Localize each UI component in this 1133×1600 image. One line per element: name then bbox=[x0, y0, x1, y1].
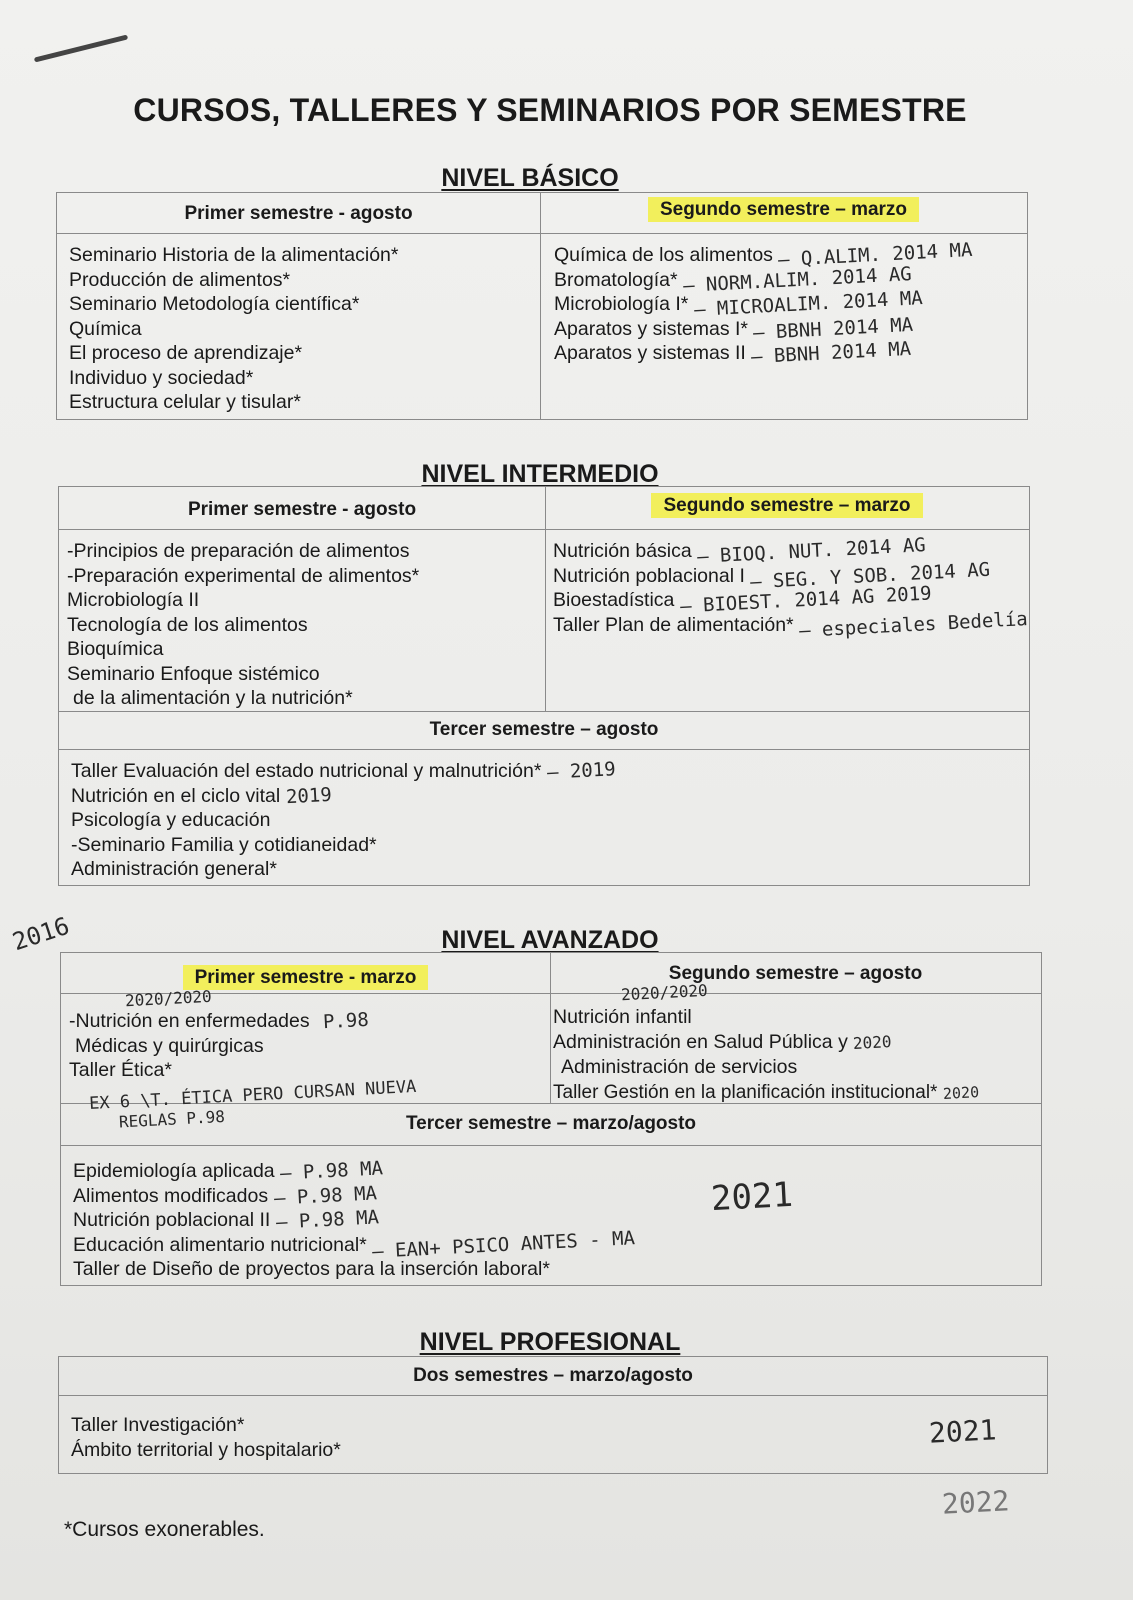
handwritten-note: 2021 bbox=[928, 1413, 998, 1450]
list-item: Bioestadística – BIOEST. 2014 AG 2019 bbox=[553, 582, 932, 618]
list-item: Administración en Salud Pública y 2020 bbox=[553, 1030, 979, 1056]
list-item: Taller Evaluación del estado nutricional y malnutrición* — 2019 bbox=[71, 758, 616, 784]
avanzado-right-header: Segundo semestre – agosto bbox=[668, 963, 923, 984]
pen-stroke-mark bbox=[34, 34, 128, 62]
handwritten-note: – SEG. Y SOB. 2014 AG bbox=[749, 558, 991, 593]
handwritten-note: 2020 bbox=[852, 1031, 893, 1053]
intermedio-left-list bbox=[67, 539, 419, 711]
handwritten-note: – BBNH 2014 MA bbox=[752, 313, 915, 344]
handwritten-note: — 2019 bbox=[546, 758, 616, 784]
avanzado-third-header: Tercer semestre – marzo/agosto bbox=[405, 1113, 697, 1134]
list-item: Tecnología de los alimentos bbox=[67, 613, 308, 636]
section-title-intermedio: NIVEL INTERMEDIO bbox=[421, 460, 659, 488]
list-item: Alimentos modificados — P.98 MA bbox=[73, 1181, 377, 1210]
list-item: Médicas y quirúrgicas bbox=[75, 1034, 264, 1057]
list-item: -Preparación experimental de alimentos* bbox=[67, 564, 420, 587]
basico-left-header: Primer semestre - agosto bbox=[184, 203, 413, 224]
basico-right-list bbox=[554, 238, 974, 369]
handwritten-note: P.98 bbox=[322, 1008, 370, 1034]
list-item: Bioquímica bbox=[67, 638, 164, 660]
list-item bbox=[69, 1076, 417, 1114]
list-item: Nutrición básica – BIOQ. NUT. 2014 AG bbox=[553, 534, 927, 568]
profesional-list bbox=[71, 1413, 341, 1462]
list-item: Nutrición en el ciclo vital 2019 bbox=[71, 783, 332, 808]
handwritten-note: – BBNH 2014 MA bbox=[750, 337, 912, 369]
list-item: Microbiología II bbox=[67, 589, 200, 611]
list-item: Nutrición poblacional I – SEG. Y SOB. 2014 AG bbox=[553, 558, 991, 593]
list-item: Administración de servicios bbox=[561, 1056, 798, 1078]
handwritten-note: — P.98 MA bbox=[279, 1157, 384, 1185]
intermedio-third-header: Tercer semestre – agosto bbox=[429, 719, 659, 740]
list-item: Química de los alimentos – Q.ALIM. 2014 MA bbox=[554, 238, 974, 272]
list-item: Seminario Historia de la alimentación* bbox=[69, 244, 399, 266]
section-title-basico: NIVEL BÁSICO bbox=[441, 164, 619, 192]
page-title: CURSOS, TALLERES Y SEMINARIOS POR SEMESTRE bbox=[133, 92, 967, 128]
list-item: Taller Ética* bbox=[69, 1059, 172, 1081]
list-item: Taller Gestión en la planificación institucional* 2020 bbox=[553, 1080, 979, 1106]
handwritten-note: 2020 bbox=[942, 1082, 980, 1103]
basico-left-list bbox=[69, 243, 399, 415]
list-item: Seminario Metodología científica* bbox=[69, 293, 360, 315]
handwritten-note: – MICROALIM. 2014 MA bbox=[693, 287, 924, 321]
avanzado-left-header: Primer semestre - marzo bbox=[183, 965, 429, 990]
list-item: Educación alimentario nutricional* — EAN+ PSICO ANTES - MA bbox=[73, 1226, 636, 1263]
list-item: Nutrición infantil bbox=[553, 1006, 692, 1028]
list-item: Administración general* bbox=[71, 858, 277, 880]
list-item: Nutrición poblacional II — P.98 MA bbox=[73, 1206, 380, 1234]
handwritten-note: 2020/2020 bbox=[620, 980, 709, 1005]
list-item: -Nutrición en enfermedades P.98 bbox=[69, 1008, 370, 1034]
handwritten-note: 2019 bbox=[285, 783, 332, 808]
section-title-profesional: NIVEL PROFESIONAL bbox=[419, 1328, 681, 1356]
list-item: Aparatos y sistemas I* – BBNH 2014 MA bbox=[554, 313, 915, 344]
list-item: Aparatos y sistemas II – BBNH 2014 MA bbox=[554, 337, 912, 369]
section-title-avanzado: NIVEL AVANZADO bbox=[441, 926, 659, 954]
handwritten-note: – especiales Bedelía bbox=[798, 607, 1029, 642]
list-item: de la alimentación y la nutrición* bbox=[73, 687, 353, 709]
footer-note: *Cursos exonerables. bbox=[64, 1518, 265, 1541]
handwritten-note: 2021 bbox=[710, 1174, 794, 1220]
handwritten-note: — P.98 MA bbox=[275, 1206, 380, 1234]
list-item: Microbiología I* – MICROALIM. 2014 MA bbox=[554, 287, 924, 321]
list-item: El proceso de aprendizaje* bbox=[69, 342, 303, 364]
avanzado-third-list bbox=[73, 1159, 635, 1282]
list-item: Bromatología* – NORM.ALIM. 2014 AG bbox=[554, 262, 913, 297]
basico-right-header: Segundo semestre – marzo bbox=[648, 197, 919, 222]
list-item: Taller Plan de alimentación* – especiales Bedelía bbox=[553, 607, 1029, 642]
intermedio-right-list bbox=[553, 534, 1029, 642]
table-profesional bbox=[58, 1356, 1048, 1474]
handwritten-note: — EAN+ PSICO ANTES - MA bbox=[371, 1226, 636, 1263]
intermedio-third-list bbox=[71, 759, 615, 882]
intermedio-right-header: Segundo semestre – marzo bbox=[651, 493, 922, 518]
handwritten-note: REGLAS P.98 bbox=[118, 1106, 226, 1132]
margin-note-2016: 2016 bbox=[9, 911, 73, 957]
handwritten-note: – Q.ALIM. 2014 MA bbox=[777, 238, 974, 272]
table-basico bbox=[56, 192, 1028, 420]
list-item: Seminario Enfoque sistémico bbox=[67, 662, 320, 685]
profesional-header: Dos semestres – marzo/agosto bbox=[413, 1365, 693, 1386]
handwritten-note: – NORM.ALIM. 2014 AG bbox=[682, 262, 913, 297]
table-avanzado bbox=[60, 952, 1042, 1286]
list-item: -Seminario Familia y cotidianeidad* bbox=[71, 833, 377, 856]
handwritten-note: – BIOEST. 2014 AG 2019 bbox=[679, 582, 932, 618]
list-item: Estructura celular y tisular* bbox=[69, 391, 301, 413]
list-item: Química bbox=[69, 317, 142, 340]
handwritten-note: — P.98 MA bbox=[272, 1181, 377, 1210]
list-item: Taller Investigación* bbox=[71, 1414, 245, 1436]
list-item: Taller de Diseño de proyectos para la inserción laboral* bbox=[73, 1258, 550, 1280]
handwritten-note: 2022 bbox=[941, 1484, 1011, 1521]
table-intermedio bbox=[58, 486, 1030, 886]
list-item: Epidemiología aplicada — P.98 MA bbox=[73, 1157, 384, 1185]
handwritten-note: EX 6 \T. ÉTICA PERO CURSAN NUEVA bbox=[88, 1076, 417, 1114]
handwritten-note: – BIOQ. NUT. 2014 AG bbox=[696, 534, 927, 568]
list-item: Ámbito territorial y hospitalario* bbox=[71, 1438, 341, 1461]
list-item: -Principios de preparación de alimentos bbox=[67, 540, 410, 562]
handwritten-note: 2020/2020 bbox=[124, 986, 213, 1011]
list-item: Individuo y sociedad* bbox=[69, 366, 254, 389]
list-item: Psicología y educación bbox=[71, 809, 271, 831]
intermedio-left-header: Primer semestre - agosto bbox=[187, 499, 417, 520]
list-item: Producción de alimentos* bbox=[69, 268, 291, 291]
avanzado-right-list bbox=[553, 1005, 979, 1105]
